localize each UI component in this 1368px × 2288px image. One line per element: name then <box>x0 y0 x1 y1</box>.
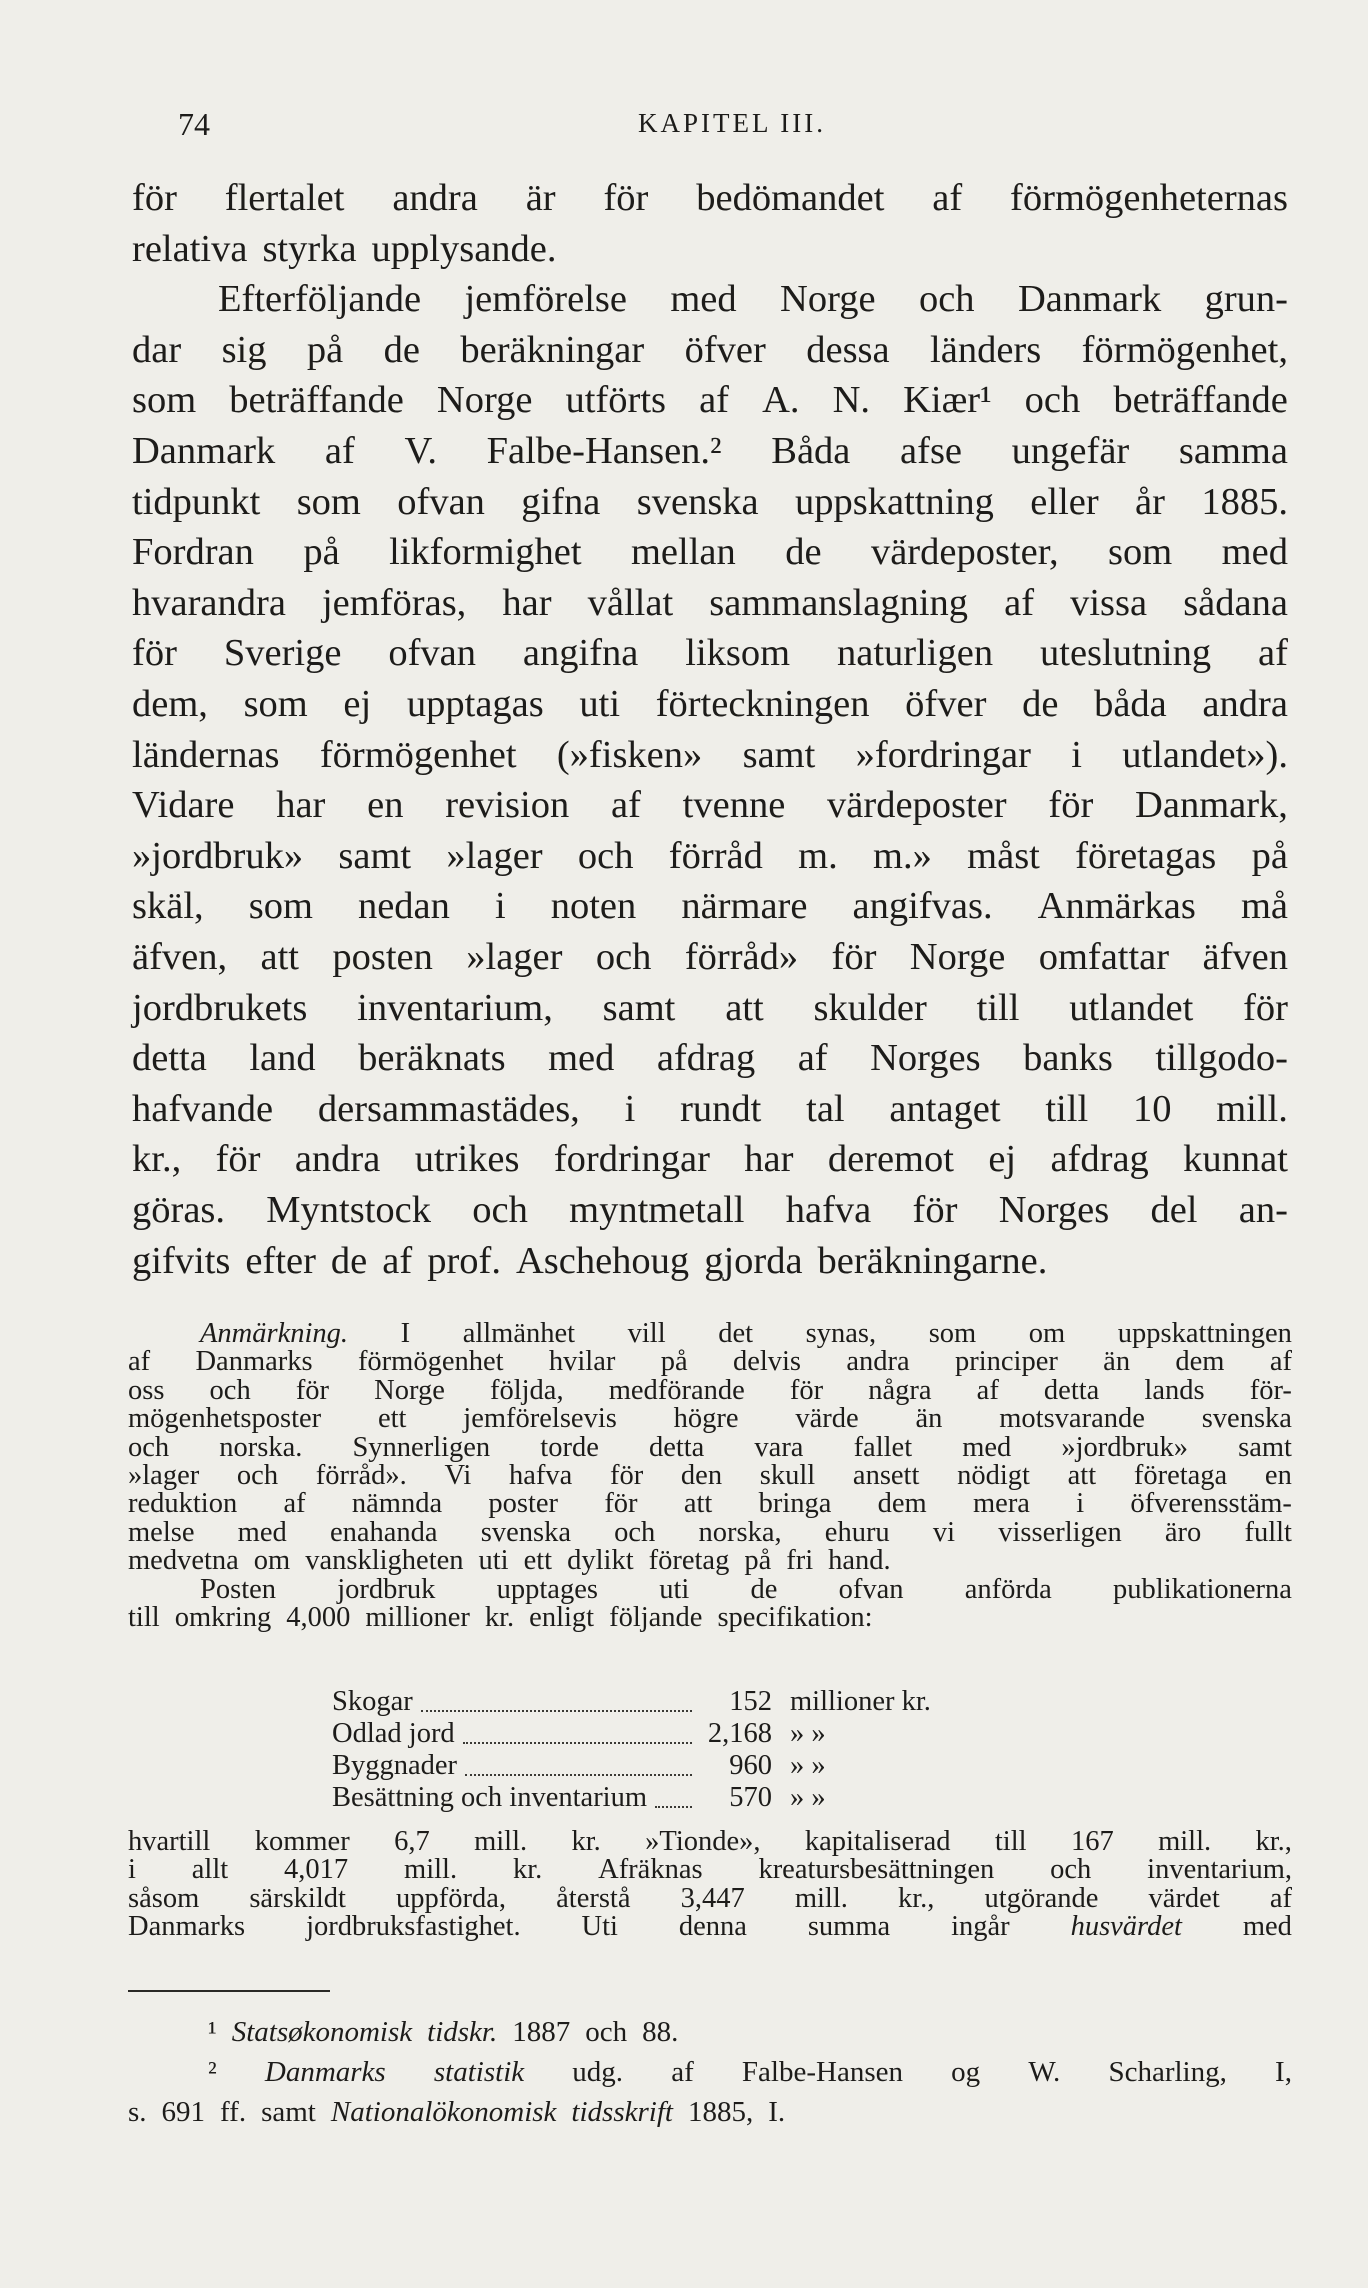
spec-label: Odlad jord <box>332 1718 455 1749</box>
body-text-line: tidpunkt som ofvan gifna svenska uppskattning eller år 1885. <box>132 480 1288 523</box>
body-text-line: skäl, som nedan i noten närmare angifvas. Anmärkas må <box>132 885 1288 928</box>
leader-dots <box>463 1740 692 1744</box>
leader-dots <box>465 1772 692 1776</box>
body-text-line: som beträffande Norge utförts af A. N. Kiær¹ och beträffande <box>132 379 1288 422</box>
leader-dots <box>421 1708 692 1712</box>
body-text-line: Efterföljande jemförelse med Norge och Danmark grun- <box>218 278 1288 321</box>
spec-value: 570 <box>729 1782 772 1813</box>
note-text-line: hvartill kommer 6,7 mill. kr. »Tionde», kapitaliserad till 167 mill. kr., <box>128 1826 1292 1857</box>
note-text-line: i allt 4,017 mill. kr. Afräknas kreatursbesättningen och inventarium, <box>128 1854 1292 1886</box>
note-text-line: Danmarks jordbruksfastighet. Uti denna summa ingår husvärdet med <box>128 1911 1292 1943</box>
spec-label: Byggnader <box>332 1750 458 1781</box>
spec-label: Skogar <box>332 1686 413 1717</box>
body-text-line: »jordbruk» samt »lager och förråd m. m.» måst företagas på <box>132 834 1288 877</box>
note-text-line: af Danmarks förmögenhet hvilar på delvis andra principer än dem af <box>128 1346 1292 1378</box>
footnote-rule <box>128 1990 330 1992</box>
spec-unit: » » <box>790 1782 826 1813</box>
page-number: 74 <box>178 106 210 142</box>
body-text-line: för Sverige ofvan angifna liksom naturligen uteslutning af <box>132 632 1288 675</box>
note-text-line: melse med enahanda svenska och norska, ehuru vi visserligen äro fullt <box>128 1516 1292 1548</box>
body-text-line: Vidare har en revision af tvenne värdeposter för Danmark, <box>132 784 1288 827</box>
note-text-line: oss och för Norge följda, medförande för några af detta lands för- <box>128 1374 1292 1406</box>
body-text-line: hafvande dersammastädes, i rundt tal antaget till 10 mill. <box>132 1087 1288 1130</box>
body-text-line: göras. Myntstock och myntmetall hafva för Norges del an- <box>132 1189 1288 1231</box>
footnote-line: ¹ Statsøkonomisk tidskr. 1887 och 88. <box>208 2016 679 2048</box>
body-text-line: kr., för andra utrikes fordringar har deremot ej afdrag kunnat <box>132 1138 1288 1181</box>
footnote-line: s. 691 ff. samt Nationalökonomisk tidsskrift 1885, I. <box>128 2096 786 2128</box>
running-head: KAPITEL III. <box>638 108 826 138</box>
note-text-line: Anmärkning. I allmänhet vill det synas, som om uppskattningen <box>200 1318 1292 1349</box>
spec-unit: » » <box>790 1750 826 1781</box>
body-text-line: för flertalet andra är för bedömandet af förmögenheternas <box>132 177 1288 219</box>
spec-value: 960 <box>729 1750 772 1781</box>
body-text-line: detta land beräknats med afdrag af Norges banks tillgodo- <box>132 1037 1288 1080</box>
note-text-line: såsom särskildt uppförda, återstå 3,447 mill. kr., utgörande värdet af <box>128 1882 1292 1914</box>
body-text-line: äfven, att posten »lager och förråd» för Norge omfattar äfven <box>132 936 1288 978</box>
spec-unit: millioner kr. <box>790 1686 931 1717</box>
body-text-line: Danmark af V. Falbe-Hansen.² Båda afse ungefär samma <box>132 430 1288 472</box>
body-text-line: dar sig på de beräkningar öfver dessa länders förmögenhet, <box>132 328 1288 371</box>
note-text-line: reduktion af nämnda poster för att bringa dem mera i öfverensstäm- <box>128 1488 1292 1520</box>
body-text-line: jordbrukets inventarium, samt att skulder till utlandet för <box>132 986 1288 1029</box>
body-text-line: relativa styrka upplysande. <box>132 227 557 270</box>
spec-label: Besättning och inventarium <box>332 1782 648 1813</box>
body-text-line: ländernas förmögenhet (»fisken» samt »fordringar i utlandet»). <box>132 733 1288 776</box>
note-text-line: mögenhetsposter ett jemförelsevis högre värde än motsvarande svenska <box>128 1403 1292 1435</box>
spec-unit: » » <box>790 1718 826 1749</box>
page-header <box>178 92 1286 152</box>
note-text-line: och norska. Synnerligen torde detta vara fallet med »jordbruk» samt <box>128 1431 1292 1463</box>
spec-value: 152 <box>729 1686 772 1717</box>
body-text-line: hvarandra jemföras, har vållat sammanslagning af vissa sådana <box>132 581 1288 624</box>
footnote-line: ² Danmarks statistik udg. af Falbe-Hansen og W. Scharling, I, <box>208 2056 1292 2088</box>
note-text-line: Posten jordbruk upptages uti de ofvan anförda publikationerna <box>200 1573 1292 1605</box>
body-text-line: Fordran på likformighet mellan de värdeposter, som med <box>132 531 1288 574</box>
note-text-line: »lager och förråd». Vi hafva för den skull ansett nödigt att företaga en <box>128 1460 1292 1491</box>
note-text-line: medvetna om vanskligheten uti ett dylikt företag på fri hand. <box>128 1545 891 1577</box>
spec-value: 2,168 <box>707 1718 772 1749</box>
body-text-line: gifvits efter de af prof. Aschehoug gjorda beräkningarne. <box>132 1239 1048 1282</box>
body-text-line: dem, som ej upptagas uti förteckningen öfver de båda andra <box>132 683 1288 725</box>
note-text-line: till omkring 4,000 millioner kr. enligt följande specifikation: <box>128 1602 873 1633</box>
